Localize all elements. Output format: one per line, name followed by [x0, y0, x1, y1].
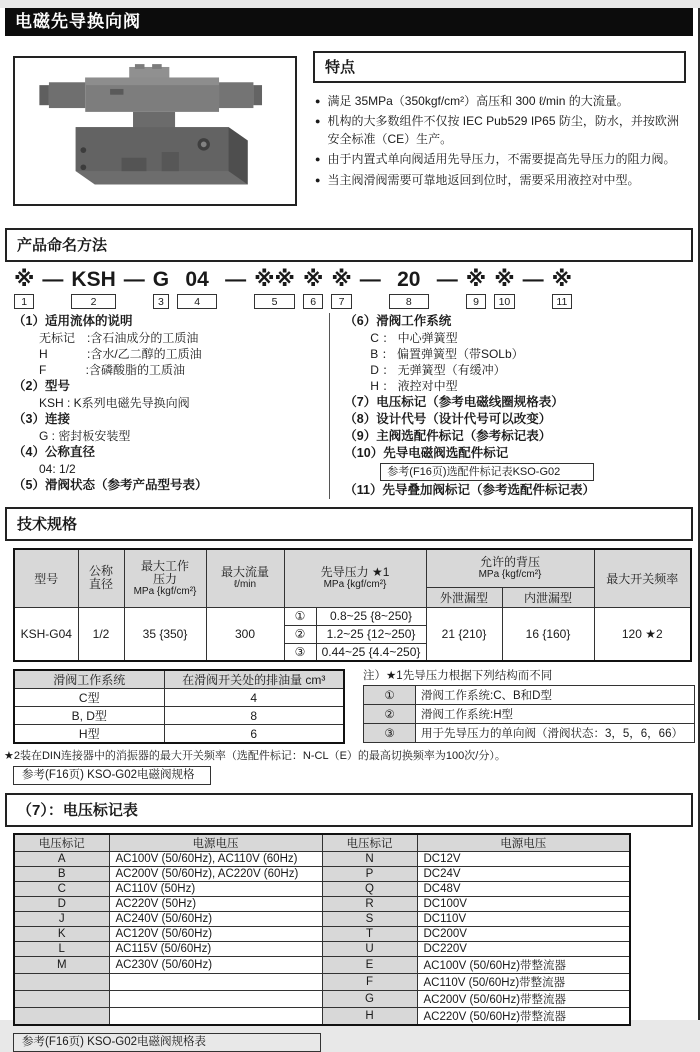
voltage-value-cell: AC110V (50Hz) — [109, 882, 322, 897]
note-number-cell: ③ — [364, 724, 416, 743]
valve-photo — [26, 64, 284, 198]
note-text-cell: 滑阀工作系统:C、B和D型 — [416, 686, 695, 705]
voltage-mark-cell: T — [322, 927, 417, 942]
code-segment-text: — — [522, 268, 544, 291]
voltage-value-cell: AC220V (50/60Hz)带整流器 — [417, 1008, 630, 1026]
code-position-box: 2 — [71, 294, 115, 309]
voltage-mark-cell: S — [322, 912, 417, 927]
code-position-box: 3 — [153, 294, 169, 309]
feature-text: 机构的大多数组件不仅按 IEC Pub529 IP65 防尘，防水，并按欧洲安全标准（CE）生产。 — [327, 114, 679, 146]
bullet-icon: ● — [315, 116, 321, 127]
pilot-no-1: ① — [284, 607, 316, 625]
spec-model: KSH-G04 — [14, 607, 78, 661]
section-specs-title: 技术规格 — [5, 507, 693, 541]
spec-max-pressure: 35 {350} — [124, 607, 206, 661]
section-voltage-title: （7）：电压标记表 — [5, 793, 693, 827]
naming-item-sub: D ： 无弹簧型（有缓冲） — [370, 363, 506, 377]
voltage-row — [14, 1008, 630, 1026]
spec-header-pressure: 最大工作 压力 MPa {kgf/cm²} — [124, 549, 206, 607]
code-segment-text: G — [152, 268, 170, 291]
reference-box-voltage: 参考(F16页) KSO-G02电磁阀规格表 — [13, 1033, 321, 1052]
naming-item-sub: H :含水/乙二醇的工质油 — [39, 347, 202, 361]
bullet-icon: ● — [315, 154, 321, 165]
code-segment-text: ※ — [302, 268, 324, 291]
spec-sub-row — [13, 669, 698, 744]
voltage-value-cell — [109, 1008, 322, 1026]
bullet-icon: ● — [315, 96, 321, 106]
voltage-value-cell: AC110V (50/60Hz)带整流器 — [417, 974, 630, 991]
code-segment-text: ※ — [494, 268, 515, 291]
code-position-box: 11 — [552, 294, 572, 309]
voltage-value-cell: AC100V (50/60Hz), AC110V (60Hz) — [109, 852, 322, 867]
model-code — [14, 268, 698, 309]
spec-header-external-leak: 外泄漏型 — [426, 587, 502, 607]
note-text-cell: 滑阀工作系统:H型 — [416, 705, 695, 724]
feature-bullet — [315, 172, 686, 189]
note-title: 注）★1先导压力根据下列结构而不同 — [363, 670, 553, 682]
voltage-value-cell — [109, 991, 322, 1008]
code-segment-text: ※ — [331, 268, 352, 291]
spec-max-flow: 300 — [206, 607, 284, 661]
drain-row — [14, 707, 344, 725]
naming-item-head: （11）先导叠加阀标记（参考选配件标记表） — [344, 483, 596, 497]
naming-item — [13, 477, 329, 494]
voltage-value-cell: AC120V (50/60Hz) — [109, 927, 322, 942]
feature-bullet — [315, 151, 686, 168]
drain-cell: 4 — [164, 689, 344, 707]
voltage-row — [14, 942, 630, 957]
code-segment-text: — — [436, 268, 458, 291]
drain-row — [14, 689, 344, 707]
naming-item-sub: F :含磷酸脂的工质油 — [39, 363, 185, 377]
voltage-mark-cell: H — [322, 1008, 417, 1026]
spec-frequency: 120 ★2 — [594, 607, 691, 661]
feature-bullet — [315, 93, 686, 110]
naming-item-sub: B ： 偏置弹簧型（带SOLb） — [370, 347, 524, 361]
pilot-range-1: 0.8~25 {8~250} — [316, 607, 426, 625]
naming-item — [13, 444, 329, 477]
code-segment-text: ※※ — [254, 268, 295, 291]
pilot-no-2: ② — [284, 625, 316, 643]
spec-back-internal: 16 {160} — [502, 607, 594, 661]
voltage-mark-cell: R — [322, 897, 417, 912]
spec-table — [13, 548, 692, 662]
voltage-value-cell: DC12V — [417, 852, 630, 867]
spec-header-frequency: 最大开关频率 — [594, 549, 691, 607]
naming-item — [344, 313, 686, 394]
naming-item-sub: C ： 中心弹簧型 — [370, 331, 458, 345]
code-dash — [437, 268, 458, 291]
naming-item — [344, 394, 686, 411]
code-segment-text: 04 — [185, 268, 209, 291]
voltage-value-cell: AC220V (50Hz) — [109, 897, 322, 912]
voltage-mark-cell: U — [322, 942, 417, 957]
code-segment — [71, 268, 115, 309]
code-segment — [14, 268, 34, 309]
voltage-value-cell: DC100V — [417, 897, 630, 912]
reference-box-specs: 参考(F16页) KSO-G02电磁阀规格 — [13, 766, 211, 785]
voltage-value-cell — [109, 974, 322, 991]
note-block — [363, 669, 698, 744]
voltage-row — [14, 912, 630, 927]
code-dash — [360, 268, 381, 291]
note-text-cell: 用于先导压力的单向阀（滑阀状态：3，5，6，66） — [416, 724, 695, 743]
naming-item-sub: G : 密封板安装型 — [39, 429, 131, 443]
section-naming-title: 产品命名方法 — [5, 228, 693, 262]
voltage-mark-cell: M — [14, 957, 109, 974]
naming-item-sub: H ： 液控对中型 — [370, 379, 458, 393]
voltage-row — [14, 974, 630, 991]
naming-item-head: （2）型号 — [13, 379, 70, 393]
naming-item-head: （6）滑阀工作系统 — [344, 314, 452, 328]
naming-item-head: （10）先导电磁阀选配件标记 — [344, 446, 509, 460]
code-segment-text: ※ — [14, 268, 35, 291]
voltage-row — [14, 957, 630, 974]
naming-item-head: （1）适用流体的说明 — [13, 314, 133, 328]
drain-table — [13, 669, 345, 744]
voltage-row — [14, 927, 630, 942]
features-title: 特点 — [313, 51, 686, 83]
naming-item-head: （3）连接 — [13, 412, 70, 426]
voltage-row — [14, 867, 630, 882]
spec-header-pilot-pressure: 先导压力 ★1 MPa {kgf/cm²} — [284, 549, 426, 607]
note-row — [364, 724, 695, 743]
voltage-mark-cell: B — [14, 867, 109, 882]
voltage-value-cell: DC48V — [417, 882, 630, 897]
voltage-value-cell: AC200V (50/60Hz)带整流器 — [417, 991, 630, 1008]
naming-item-head: （8）设计代号（设计代号可以改变） — [344, 412, 552, 426]
voltage-value-cell: AC200V (50/60Hz), AC220V (60Hz) — [109, 867, 322, 882]
code-segment-text: — — [123, 268, 145, 291]
naming-item — [344, 482, 686, 499]
code-segment — [254, 268, 295, 309]
pilot-no-3: ③ — [284, 643, 316, 661]
pilot-range-3: 0.44~25 {4.4~250} — [316, 643, 426, 661]
drain-cell: 6 — [164, 725, 344, 744]
code-segment — [153, 268, 169, 309]
voltage-mark-cell: K — [14, 927, 109, 942]
voltage-mark-cell: A — [14, 852, 109, 867]
drain-header-cell: 在滑阀开关处的排油量 cm³ — [164, 670, 344, 689]
code-segment — [177, 268, 217, 309]
code-position-box: 9 — [466, 294, 486, 309]
voltage-mark-cell — [14, 1008, 109, 1026]
drain-cell: H型 — [14, 725, 164, 744]
voltage-header-cell: 电压标记 — [322, 834, 417, 852]
voltage-value-cell: AC100V (50/60Hz)带整流器 — [417, 957, 630, 974]
naming-column-left — [13, 313, 329, 499]
code-segment — [494, 268, 514, 309]
spec-header-flow: 最大流量 ℓ/min — [206, 549, 284, 607]
voltage-row — [14, 852, 630, 867]
voltage-mark-cell — [14, 974, 109, 991]
voltage-row — [14, 991, 630, 1008]
code-segment-text: — — [359, 268, 381, 291]
code-position-box: 4 — [177, 294, 217, 309]
note-row — [364, 686, 695, 705]
code-position-box: 5 — [254, 294, 295, 309]
voltage-mark-cell: L — [14, 942, 109, 957]
drain-cell: 8 — [164, 707, 344, 725]
spec-header-internal-leak: 内泄漏型 — [502, 587, 594, 607]
feature-bullet — [315, 113, 686, 148]
reference-box-inline: 参考(F16页)选配件标记表KSO-G02 — [380, 463, 594, 481]
code-position-box: 8 — [389, 294, 429, 309]
note-row — [364, 705, 695, 724]
drain-cell: B, D型 — [14, 707, 164, 725]
code-segment-text: — — [225, 268, 247, 291]
bullet-icon: ● — [315, 174, 321, 185]
code-segment-text: KSH — [71, 268, 116, 291]
page-title: 电磁先导换向阀 — [5, 8, 693, 36]
naming-column-right — [329, 313, 686, 499]
code-segment-text: ※ — [551, 268, 573, 291]
naming-item — [344, 411, 686, 428]
naming-item — [13, 378, 329, 411]
voltage-mark-cell: F — [322, 974, 417, 991]
voltage-mark-cell: Q — [322, 882, 417, 897]
naming-item — [344, 428, 686, 445]
voltage-row — [14, 897, 630, 912]
code-dash — [42, 268, 63, 291]
voltage-mark-cell: C — [14, 882, 109, 897]
voltage-row — [14, 882, 630, 897]
voltage-value-cell: DC24V — [417, 867, 630, 882]
voltage-header-cell: 电源电压 — [417, 834, 630, 852]
voltage-value-cell: AC115V (50/60Hz) — [109, 942, 322, 957]
voltage-mark-cell: P — [322, 867, 417, 882]
code-segment-text: — — [42, 268, 64, 291]
voltage-value-cell: DC110V — [417, 912, 630, 927]
features-section — [313, 45, 686, 206]
voltage-mark-cell: D — [14, 897, 109, 912]
naming-item-head: （5）滑阀状态（参考产品型号表） — [13, 478, 208, 492]
code-segment — [389, 268, 429, 309]
naming-item — [13, 411, 329, 444]
features-list — [315, 93, 686, 189]
intro-row — [13, 45, 686, 206]
spec-diameter: 1/2 — [78, 607, 124, 661]
code-segment — [303, 268, 323, 309]
datasheet-page — [0, 8, 700, 1048]
note-table — [363, 685, 695, 743]
footnote-star2: ★2装在DIN连接器中的消振器的最大开关频率（选配件标记：N-CL（E）的最高切换频率为100次/分）。 — [4, 750, 506, 762]
voltage-value-cell: AC240V (50/60Hz) — [109, 912, 322, 927]
code-segment — [466, 268, 486, 309]
drain-row — [14, 725, 344, 744]
code-position-box: 7 — [331, 294, 351, 309]
code-segment — [331, 268, 351, 309]
code-dash — [124, 268, 145, 291]
voltage-mark-cell: N — [322, 852, 417, 867]
note-number-cell: ② — [364, 705, 416, 724]
code-position-box: 6 — [303, 294, 323, 309]
code-segment-text: 20 — [397, 268, 421, 291]
naming-item-head: （9）主阀选配件标记（参考标记表） — [344, 429, 552, 443]
naming-item — [344, 445, 686, 482]
voltage-value-cell: AC230V (50/60Hz) — [109, 957, 322, 974]
code-segment — [552, 268, 572, 309]
naming-item-sub: KSH : K系列电磁先导换向阀 — [39, 396, 190, 410]
voltage-header-cell: 电源电压 — [109, 834, 322, 852]
feature-text: 满足 35MPa（350kgf/cm²）高压和 300 ℓ/min 的大流量。 — [327, 94, 629, 108]
feature-text: 当主阀滑阀需要可靠地返回到位时，需要采用液控对中型。 — [327, 172, 640, 187]
naming-item-head: （4）公称直径 — [13, 445, 95, 459]
voltage-mark-cell: J — [14, 912, 109, 927]
spec-header-diameter: 公称 直径 — [78, 549, 124, 607]
drain-cell: C型 — [14, 689, 164, 707]
code-segment-text: ※ — [465, 268, 487, 291]
code-position-box: 1 — [14, 294, 34, 309]
drain-header-row — [14, 670, 344, 689]
spec-header-model: 型号 — [14, 549, 78, 607]
voltage-mark-cell — [14, 991, 109, 1008]
code-dash — [225, 268, 246, 291]
product-image-frame — [13, 56, 297, 206]
spec-header-back-pressure: 允许的背压 MPa {kgf/cm²} — [426, 549, 594, 587]
feature-text: 由于内置式单向阀适用先导压力，不需要提高先导压力的阻力阀。 — [327, 152, 676, 167]
pilot-range-2: 1.2~25 {12~250} — [316, 625, 426, 643]
voltage-value-cell: DC220V — [417, 942, 630, 957]
naming-item-sub: 04: 1/2 — [39, 462, 76, 476]
naming-item-head: （7）电压标记（参考电磁线圈规格表） — [344, 395, 564, 409]
note-number-cell: ① — [364, 686, 416, 705]
naming-item-sub: 无标记 :含石油成分的工质油 — [39, 331, 199, 345]
drain-header-cell: 滑阀工作系统 — [14, 670, 164, 689]
voltage-mark-cell: G — [322, 991, 417, 1008]
naming-item — [13, 313, 329, 378]
voltage-header-cell: 电压标记 — [14, 834, 109, 852]
code-dash — [523, 268, 544, 291]
voltage-mark-cell: E — [322, 957, 417, 974]
naming-columns — [13, 313, 686, 499]
code-position-box: 10 — [494, 294, 514, 309]
spec-back-external: 21 {210} — [426, 607, 502, 661]
voltage-table — [13, 833, 631, 1026]
voltage-value-cell: DC200V — [417, 927, 630, 942]
voltage-header-row — [14, 834, 630, 852]
